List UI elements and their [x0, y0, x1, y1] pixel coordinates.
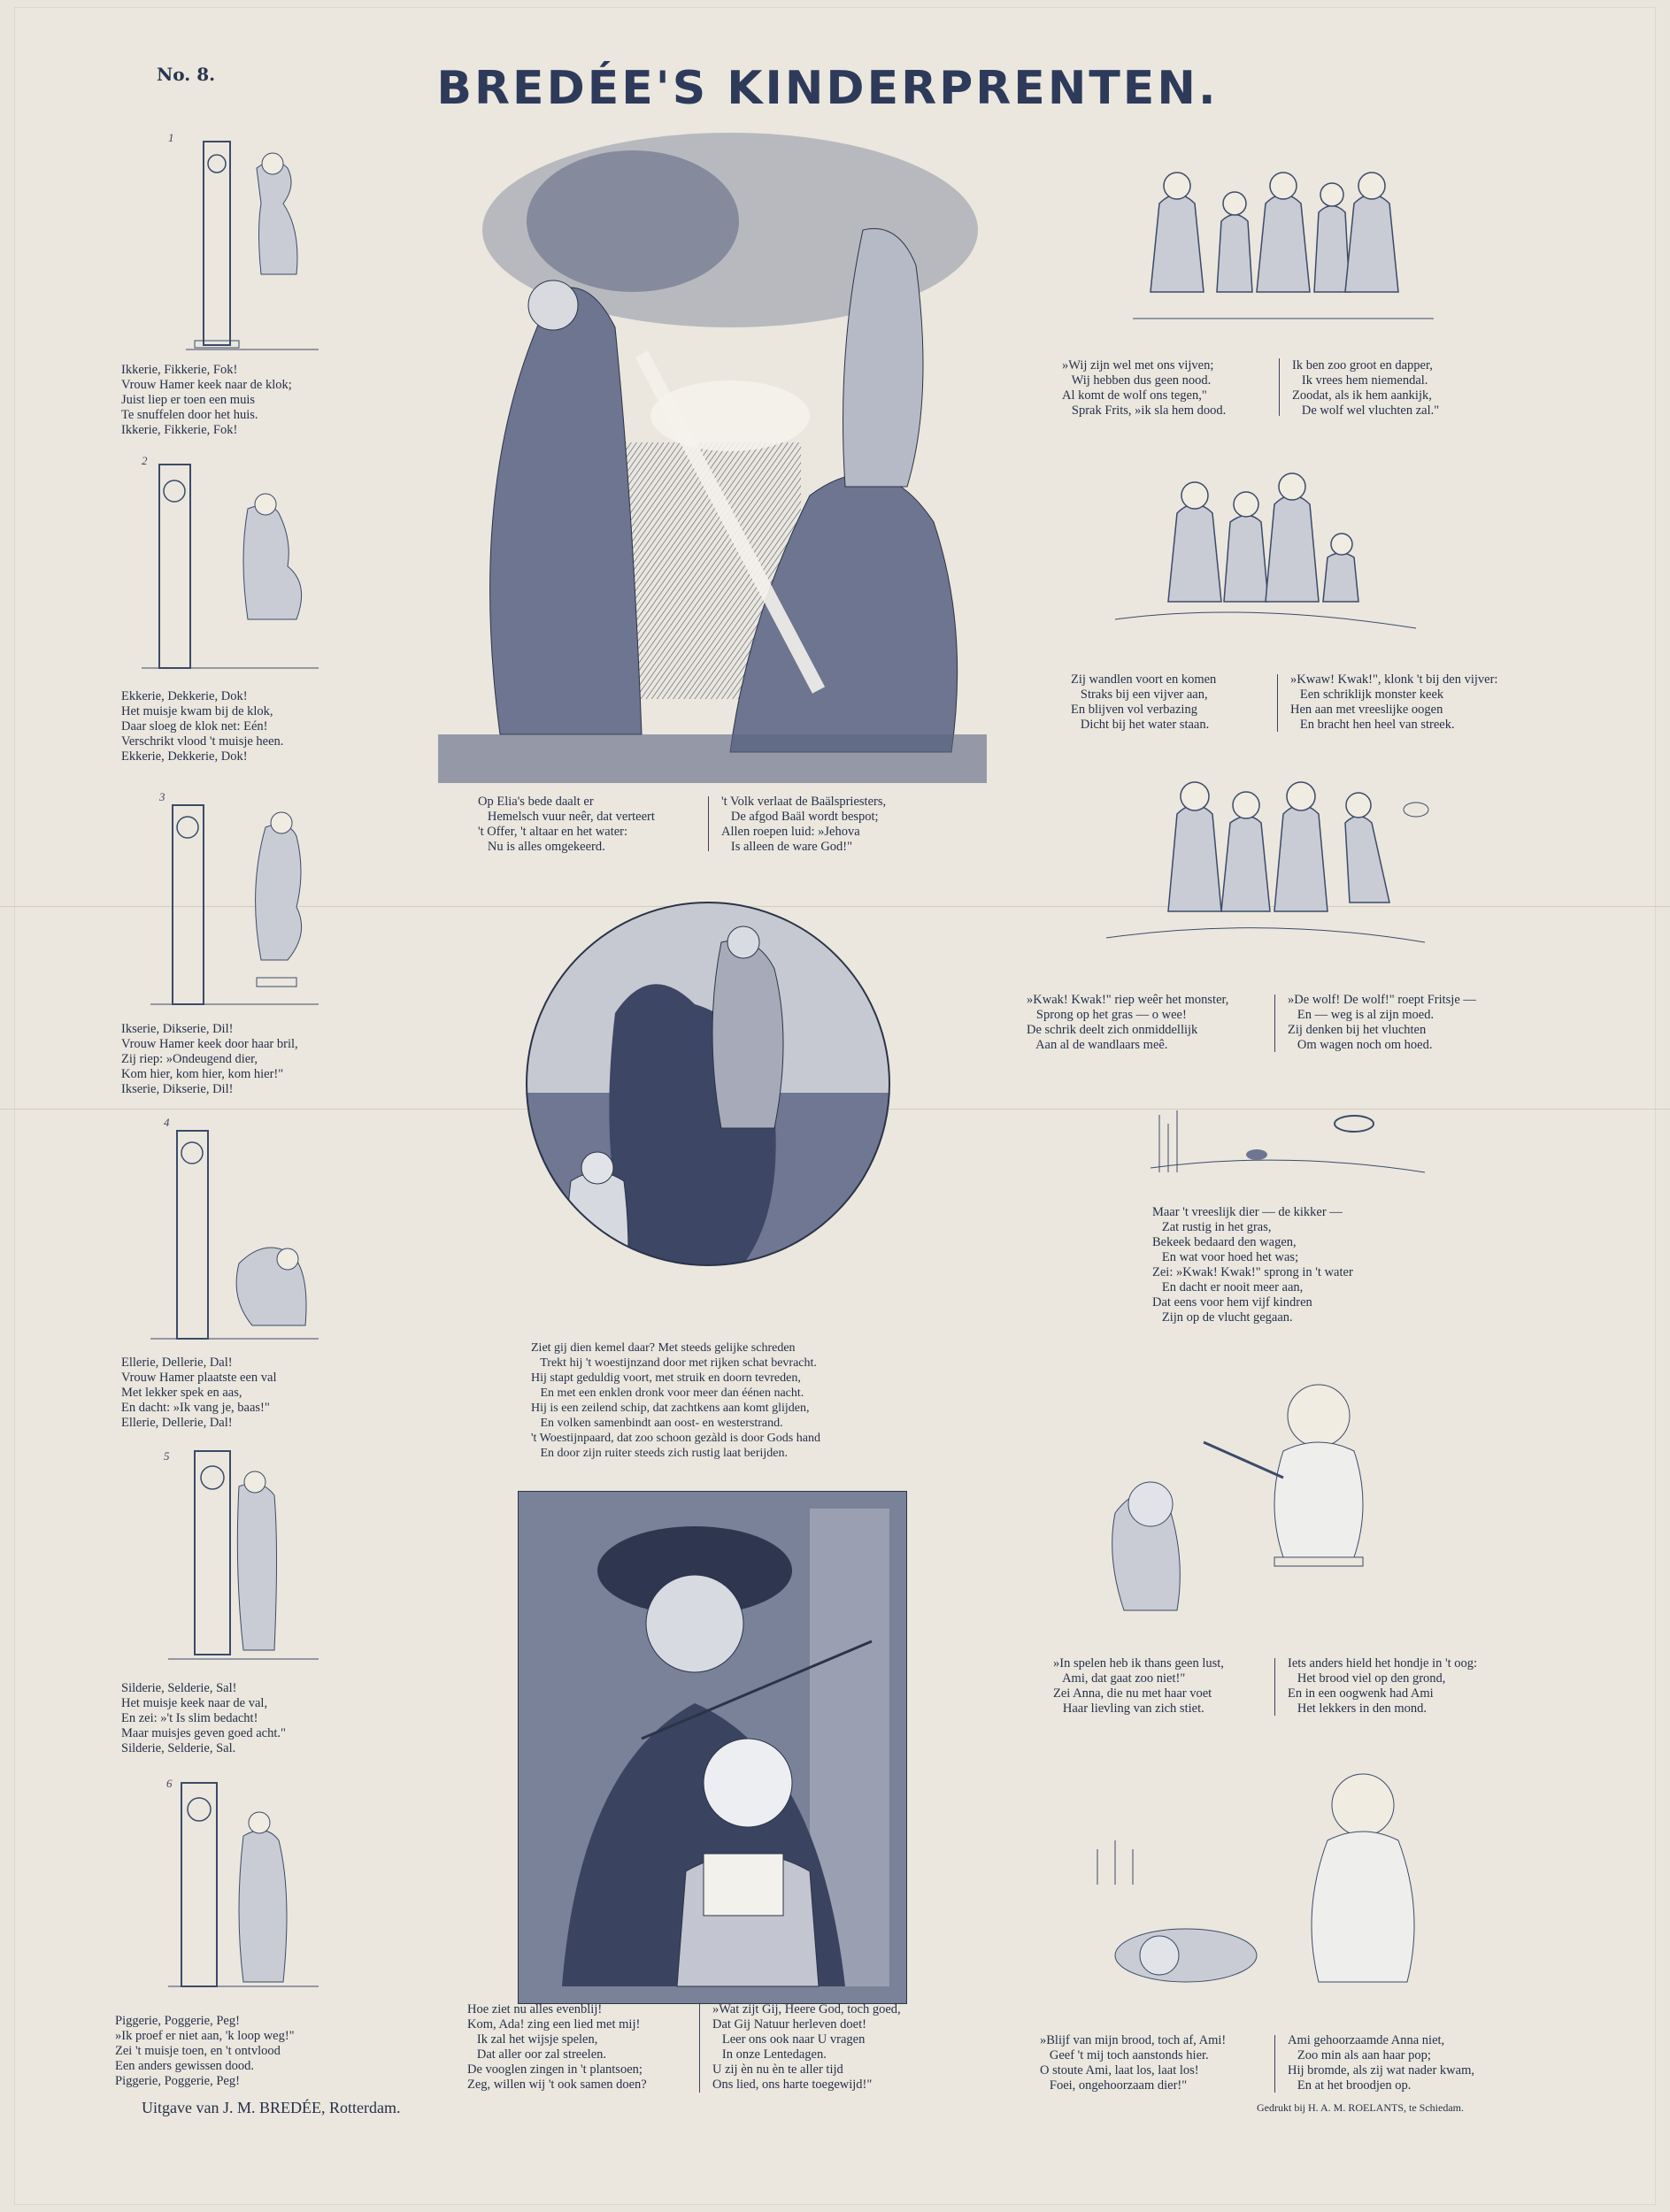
publisher-prefix: Uitgave van J. M.	[142, 2099, 259, 2116]
girl-dog-illustration	[1097, 1354, 1434, 1646]
svg-text:6: 6	[166, 1777, 173, 1790]
verse-1: Ikkerie, Fikkerie, Fok! Vrouw Hamer keek naar de klok; Juist liep er toen een muis Te snuffelen door het huis. Ikkerie, Fikkerie, Fok!	[121, 363, 292, 437]
publisher-city: , Rotterdam.	[320, 2099, 401, 2116]
verse-r3-left: »Kwak! Kwak!" riep weêr het monster, Sprong op het gras — o wee! De schrik deelt zich onmiddellijk Aan al de wandlaars meê.	[1027, 993, 1229, 1052]
elia-verse-right: 't Volk verlaat de Baälspriesters, De afgod Baäl wordt bespot; Allen roepen luid: »Jehova Is alleen de ware God!"	[721, 795, 887, 854]
verse-divider	[699, 2004, 700, 2093]
ada-verse-right: »Wat zijt Gij, Heere God, toch goed, Dat Gij Natuur herleven doet! Leer ons ook naar U vragen In onze Lentedagen. U zij èn nu èn te aller tijd Ons lied, ons harte toegewijd!"	[712, 2002, 901, 2092]
verse-r6-left: »Blijf van mijn brood, toch af, Ami! Geef 't mij toch aanstonds hier. O stoute Ami, laat los, laat los! Foei, ongehoorzaam dier!"	[1040, 2033, 1227, 2093]
clock-illustration-2	[115, 447, 327, 677]
page-title: BREDÉE'S KINDERPRENTEN.	[436, 62, 1219, 115]
children-fleeing-illustration	[1089, 761, 1443, 973]
verse-divider	[1274, 1658, 1275, 1716]
svg-text:2: 2	[142, 454, 148, 467]
clock-illustration-6	[115, 1770, 327, 2000]
svg-text:3: 3	[159, 790, 165, 803]
kemel-verse: Ziet gij dien kemel daar? Met steeds gelijke schreden Trekt hij 't woestijnzand door met rijken schat bevracht. Hij stapt geduldig voort, met struik en doorn tevreden, En met een enklen dronk voor meer dan éénen nacht. Hij is een zeilend schip, dat zachtkens aan komt glijden, En volken samenbindt aan oost- en westerstrand. 't Woestijnpaard, dat zoo schoon gezàld is door Gods hand En door zijn ruiter steeds zich rustig laat berijden.	[531, 1341, 820, 1460]
verse-divider	[1277, 674, 1278, 732]
verse-r4: Maar 't vreeslijk dier — de kikker — Zat rustig in het gras, Bekeek bedaard den wagen, En wat voor hoed het was; Zei: »Kwak! Kwak!" sprong in 't water En dacht er nooit meer aan, Dat eens voor hem vijf kindren Zijn op de vlucht gegaan.	[1152, 1205, 1353, 1325]
verse-divider	[1274, 2035, 1275, 2093]
dog-eating-illustration	[1080, 1734, 1434, 2026]
ada-verse-left: Hoe ziet nu alles evenblij! Kom, Ada! zing een lied met mij! Ik zal het wijsje spelen, Dat aller oor zal streelen. De vooglen zingen in 't plantsoen; Zeg, willen wij 't ook samen doen?	[467, 2002, 647, 2092]
verse-divider	[1274, 995, 1275, 1052]
verse-r5-right: Iets anders hield het hondje in 't oog: Het brood viel op den grond, En in een oogwenk had Ami Het lekkers in den mond.	[1288, 1656, 1478, 1716]
verse-divider	[708, 796, 709, 851]
frog-pond-illustration	[1142, 1088, 1434, 1186]
clock-illustration-3	[115, 783, 327, 1013]
clock-illustration-4	[115, 1113, 327, 1356]
verse-divider	[1279, 358, 1280, 416]
verse-r2-right: »Kwaw! Kwak!", klonk 't bij den vijver: Een schriklijk monster keek Hen aan met vreeslijke oogen En bracht hen heel van streek.	[1290, 672, 1498, 732]
verse-5: Silderie, Selderie, Sal! Het muisje keek naar de val, En zei: »'t Is slim bedacht! Maar muisjes geven goed acht." Silderie, Selderie, Sal.	[121, 1681, 286, 1755]
verse-r5-left: »In spelen heb ik thans geen lust, Ami, dat gaat zoo niet!" Zei Anna, die nu met haar voet Haar lievling van zich stiet.	[1053, 1656, 1224, 1716]
publisher-imprint	[142, 2099, 400, 2117]
sheet-number: No. 8.	[157, 64, 216, 85]
svg-text:5: 5	[164, 1449, 170, 1463]
verse-r2-left: Zij wandlen voort en komen Straks bij een vijver aan, En blijven vol verbazing Dicht bij het water staan.	[1071, 672, 1217, 732]
violin-engraving	[518, 1491, 907, 2004]
svg-text:1: 1	[168, 131, 174, 144]
verse-r1-left: »Wij zijn wel met ons vijven; Wij hebben dus geen nood. Al komt de wolf ons tegen," Sprak Frits, »ik sla hem dood.	[1062, 358, 1227, 418]
verse-r3-right: »De wolf! De wolf!" roept Fritsje — En — weg is al zijn moed. Zij denken bij het vluchten Om wagen noch om hoed.	[1288, 993, 1476, 1052]
clock-illustration-1	[115, 124, 327, 363]
clock-illustration-5	[115, 1442, 327, 1672]
verse-3: Ikserie, Dikserie, Dil! Vrouw Hamer keek door haar bril, Zij riep: »Ondeugend dier, Kom hier, kom hier, kom hier!" Ikserie, Dikserie, Dil!	[121, 1022, 298, 1096]
elia-engraving	[438, 124, 987, 783]
children-walking-illustration	[1133, 124, 1434, 354]
children-pond-illustration	[1097, 442, 1434, 664]
svg-text:4: 4	[164, 1116, 170, 1129]
verse-r1-right: Ik ben zoo groot en dapper, Ik vrees hem niemendal. Zoodat, als ik hem aankijk, De wolf wel vluchten zal."	[1292, 358, 1440, 418]
elia-verse-left: Op Elia's bede daalt er Hemelsch vuur neêr, dat verteert 't Offer, 't altaar en het water: Nu is alles omgekeerd.	[478, 795, 655, 854]
kemel-engraving	[518, 889, 898, 1323]
verse-6: Piggerie, Poggerie, Peg! »Ik proef er niet aan, 'k loop weg!" Zei 't muisje toen, en 't ontvlood Een anders gewissen dood. Piggerie, Poggerie, Peg!	[115, 2014, 295, 2088]
verse-2: Ekkerie, Dekkerie, Dok! Het muisje kwam bij de klok, Daar sloeg de klok net: Eén! Verschrikt vlood 't muisje heen. Ekkerie, Dekkerie, Dok!	[121, 689, 284, 764]
verse-r6-right: Ami gehoorzaamde Anna niet, Zoo min als aan haar pop; Hij bromde, als zij wat nader kwam, En at het broodjen op.	[1288, 2033, 1474, 2093]
publisher-name: BREDÉE	[258, 2099, 321, 2116]
printer-imprint: Gedrukt bij H. A. M. ROELANTS, te Schiedam.	[1257, 2101, 1464, 2114]
verse-4: Ellerie, Dellerie, Dal! Vrouw Hamer plaatste een val Met lekker spek en aas, En dacht: »Ik vang je, baas!" Ellerie, Dellerie, Dal!	[121, 1356, 277, 1430]
